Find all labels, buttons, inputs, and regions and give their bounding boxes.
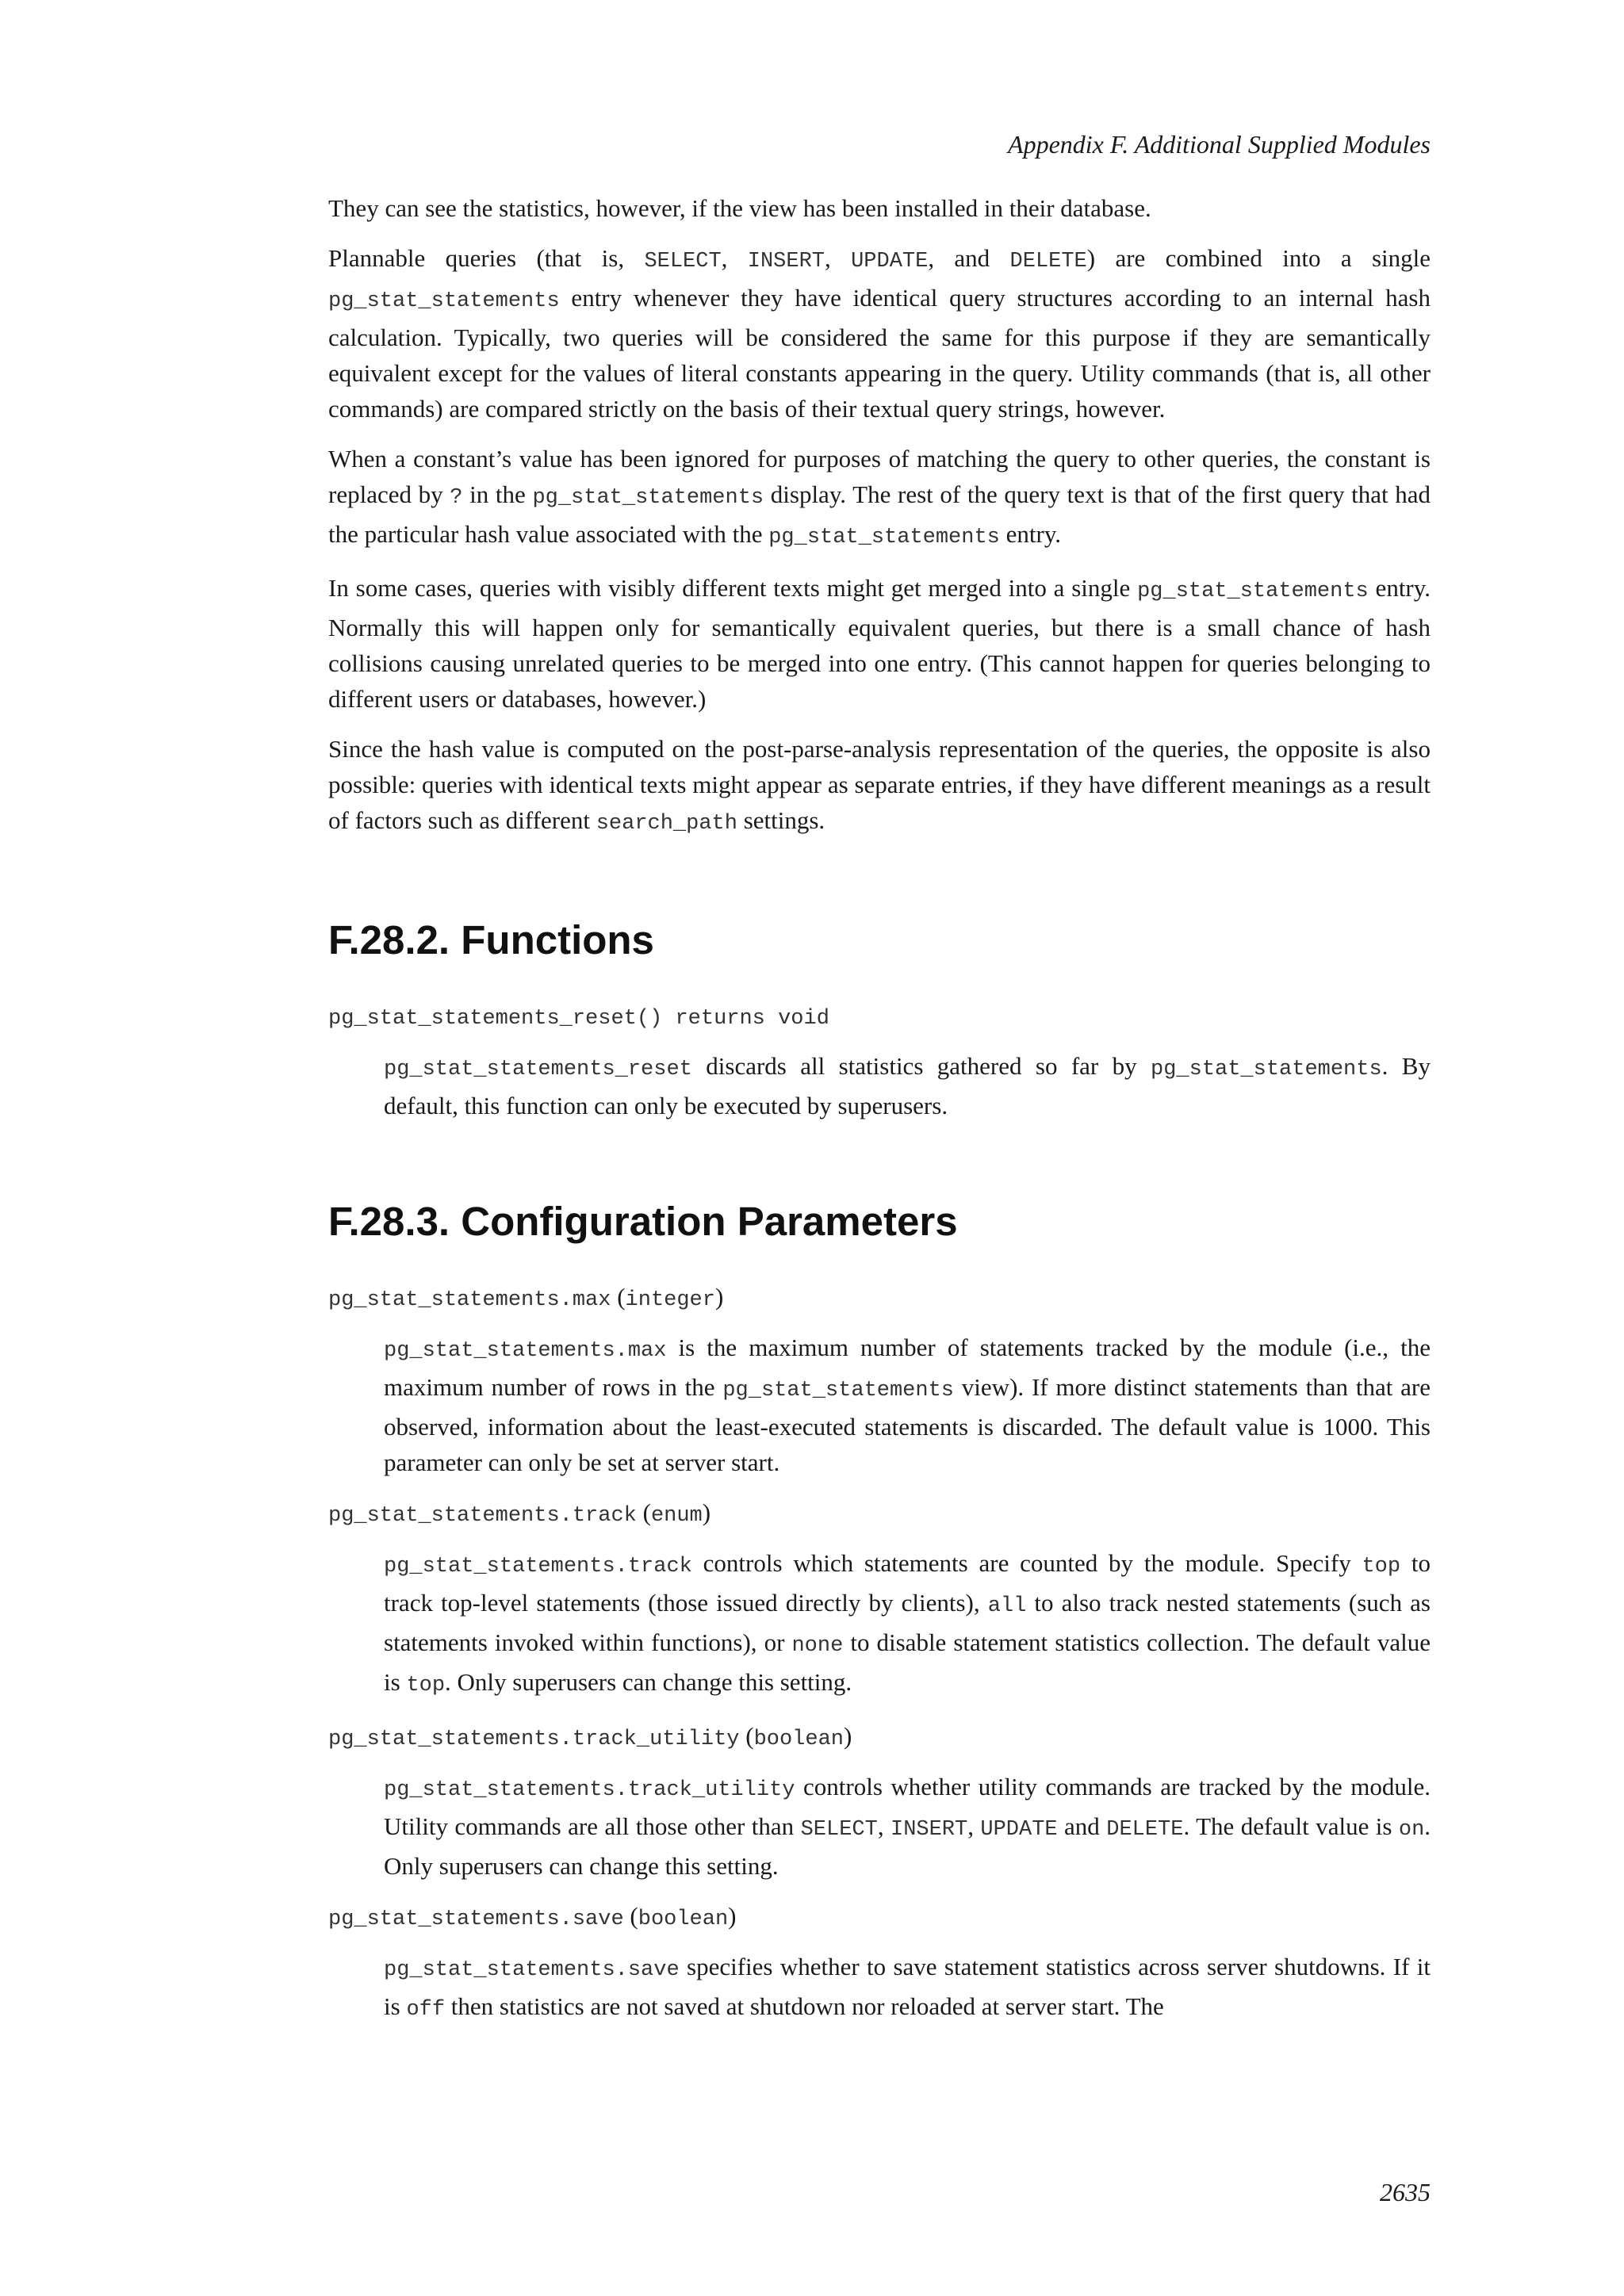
page-content [328,190,1431,2042]
param-description-track: pg_stat_statements.track controls which statements are counted by the module. Specify top to track top-level statements (those issued directly by clients), all to also track nested statements (such as statements invoked within functions), or none to disable statement statistics collection. The default value is top. Only superusers can change this setting. [384,1549,1431,1697]
param-description-track-utility: pg_stat_statements.track_utility controls whether utility commands are tracked by the module. Utility commands are all those other than SELECT, INSERT, UPDATE and DELETE. The default value is on. Only superusers can change this setting. [384,1773,1431,1880]
intro-paragraph-4: In some cases, queries with visibly different texts might get merged into a single pg_stat_statements entry. Normally this will happen only for semantically equivalent queries, but there is a small chance of hash collisions causing unrelated queries to be merged into one entry. (This cannot happen for queries belonging to different users or databases, however.) [328,574,1431,713]
section-heading-config: F.28.3. Configuration Parameters [328,1199,958,1244]
intro-paragraph-3: When a constant’s value has been ignored for purposes of matching the query to other queries, the constant is replaced by ? in the pg_stat_statements display. The rest of the query text is that of the first query that had the particular hash value associated with the pg_stat_statements entry. [328,445,1431,549]
param-term-track-utility: pg_stat_statements.track_utility (boolean) [328,1722,852,1751]
param-description-max: pg_stat_statements.max is the maximum number of statements tracked by the module (i.e., the maximum number of rows in the pg_stat_statements view). If more distinct statements than that are observed, information about the least-executed statements is discarded. The default value is 1000. This parameter can only be set at server start. [384,1334,1431,1476]
param-term-save: pg_stat_statements.save (boolean) [328,1902,737,1931]
section-heading-functions: F.28.2. Functions [328,917,654,962]
intro-paragraph-5: Since the hash value is computed on the post-parse-analysis representation of the queries, the opposite is also possible: queries with identical texts might appear as separate entries, if they have different meanings as a result of factors such as different search_path settings. [328,735,1431,836]
param-term-max: pg_stat_statements.max (integer) [328,1283,724,1312]
function-description: pg_stat_statements_reset discards all statistics gathered so far by pg_stat_statements. By default, this function can only be executed by superusers. [384,1052,1431,1119]
running-header: Appendix F. Additional Supplied Modules [1008,130,1431,159]
param-term-track: pg_stat_statements.track (enum) [328,1498,711,1528]
intro-paragraph-2: Plannable queries (that is, SELECT, INSERT, UPDATE, and DELETE) are combined into a single pg_stat_statements entry whenever they have identical query structures according to an internal hash calculation. Typically, two queries will be considered the same for this purpose if they are semantically equivalent except for the values of literal constants appearing in the query. Utility commands (that is, all other commands) are compared strictly on the basis of their textual query strings, however. [328,244,1431,423]
param-description-save: pg_stat_statements.save specifies whether to save statement statistics across server shutdowns. If it is off then statistics are not saved at shutdown nor reloaded at server start. The [384,1953,1431,2022]
function-signature: pg_stat_statements_reset() returns void [328,1007,829,1031]
page-number: 2635 [1380,2178,1431,2206]
intro-paragraph-1: They can see the statistics, however, if the view has been installed in their database. [328,194,1151,222]
